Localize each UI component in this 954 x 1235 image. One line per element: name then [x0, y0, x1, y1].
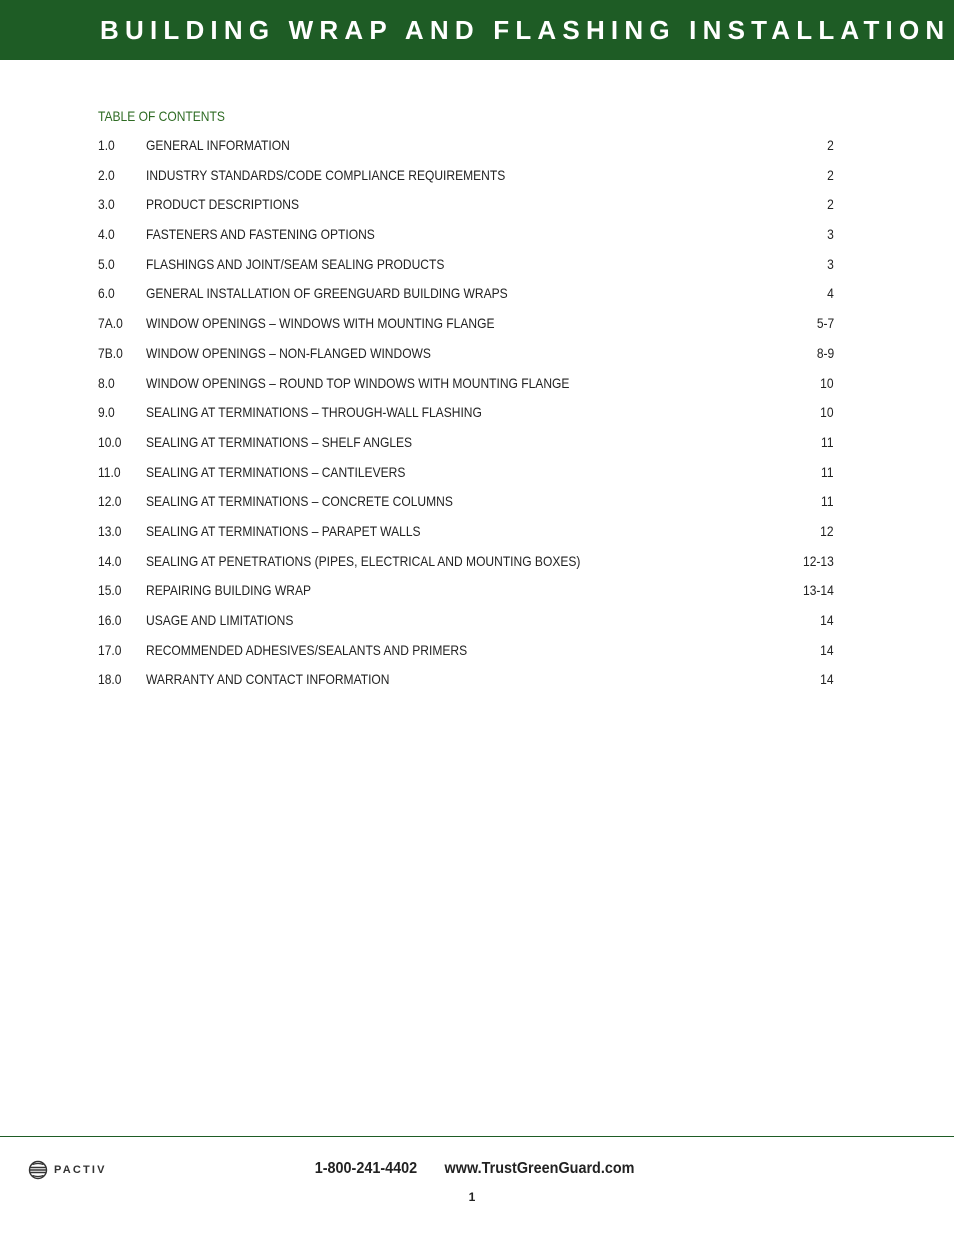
- toc-entry-page: 3: [827, 255, 834, 272]
- toc-entry-number: 15.0: [98, 582, 122, 599]
- pactiv-logo-text: PACTIV: [54, 1164, 107, 1176]
- toc-entry-page: 14: [820, 641, 834, 658]
- toc-entry: [98, 491, 834, 521]
- document-title: BUILDING WRAP AND FLASHING INSTALLATION: [100, 15, 951, 45]
- toc-entry-title: SEALING AT PENETRATIONS (PIPES, ELECTRICAL AND MOUNTING BOXES): [146, 552, 581, 569]
- toc-entry: [98, 313, 834, 343]
- toc-entry: [98, 610, 834, 640]
- toc-entry: [98, 224, 834, 254]
- toc-entry-title: REPAIRING BUILDING WRAP: [146, 582, 312, 599]
- header-band: [0, 0, 954, 60]
- toc-heading: TABLE OF CONTENTS: [98, 108, 225, 124]
- toc-entry: [98, 165, 834, 195]
- toc-entry-title: GENERAL INFORMATION: [146, 137, 290, 153]
- footer-contact: [0, 1159, 954, 1179]
- toc-entry-page: 11: [821, 433, 834, 450]
- toc-entry-title: FASTENERS AND FASTENING OPTIONS: [146, 226, 375, 243]
- toc-entry: [98, 283, 834, 313]
- toc-entry: [98, 580, 834, 610]
- page-number: 1: [468, 1190, 476, 1204]
- toc-entry-number: 3.0: [98, 196, 115, 213]
- toc-entry-title: SEALING AT TERMINATIONS – SHELF ANGLES: [146, 433, 413, 450]
- phone-number: 1-800-241-4402: [314, 1160, 417, 1177]
- toc-entry-page: 5-7: [816, 315, 834, 332]
- toc-entry-title: RECOMMENDED ADHESIVES/SEALANTS AND PRIMERS: [146, 641, 468, 658]
- website-link[interactable]: www.TrustGreenGuard.com: [444, 1160, 635, 1177]
- toc-entry-number: 6.0: [98, 285, 115, 302]
- toc-entry-number: 13.0: [98, 522, 122, 539]
- toc-entry-page: 13-14: [803, 582, 834, 599]
- toc-entry: [98, 521, 834, 551]
- toc-entry-number: 11.0: [98, 463, 121, 480]
- toc-entry-page: 2: [827, 166, 834, 183]
- toc-entry: [98, 640, 834, 670]
- toc-entry-page: 10: [820, 374, 834, 391]
- toc-entry-page: 2: [827, 196, 834, 213]
- toc-entry-page: 2: [827, 137, 834, 153]
- toc-entry-number: 18.0: [98, 671, 122, 688]
- toc-entry-page: 14: [820, 671, 834, 688]
- toc-entry: [98, 462, 834, 492]
- toc-entry-title: GENERAL INSTALLATION OF GREENGUARD BUILDING WRAPS: [146, 285, 508, 302]
- toc-entry-page: 12: [820, 522, 834, 539]
- toc-entry-number: 14.0: [98, 552, 122, 569]
- toc-entry-number: 4.0: [98, 226, 115, 243]
- toc-entry-page: 4: [827, 285, 834, 302]
- toc-entry: [98, 194, 834, 224]
- toc-entry-number: 16.0: [98, 612, 122, 628]
- toc-entry-number: 8.0: [98, 374, 115, 391]
- toc-entry-number: 2.0: [98, 166, 115, 183]
- toc-entry-title: WINDOW OPENINGS – NON-FLANGED WINDOWS: [146, 344, 431, 361]
- toc-entry-title: INDUSTRY STANDARDS/CODE COMPLIANCE REQUIREMENTS: [146, 166, 506, 183]
- toc-entry-title: SEALING AT TERMINATIONS – CONCRETE COLUMNS: [146, 493, 453, 510]
- toc-entry: [98, 373, 834, 403]
- footer-divider: [0, 1136, 954, 1137]
- toc-entry-title: FLASHINGS AND JOINT/SEAM SEALING PRODUCTS: [146, 255, 445, 272]
- toc-entry-title: SEALING AT TERMINATIONS – CANTILEVERS: [146, 463, 406, 480]
- toc-entry-title: USAGE AND LIMITATIONS: [146, 612, 294, 628]
- toc-entry-page: 3: [827, 226, 834, 243]
- toc-entry-title: WARRANTY AND CONTACT INFORMATION: [146, 671, 390, 688]
- toc-list: [98, 135, 834, 699]
- toc-entry-number: 10.0: [98, 433, 122, 450]
- toc-entry-title: WINDOW OPENINGS – WINDOWS WITH MOUNTING FLANGE: [146, 315, 495, 332]
- toc-entry-title: WINDOW OPENINGS – ROUND TOP WINDOWS WITH MOUNTING FLANGE: [146, 374, 570, 391]
- toc-entry-title: PRODUCT DESCRIPTIONS: [146, 196, 299, 213]
- toc-entry-number: 12.0: [98, 493, 122, 510]
- toc-entry: [98, 432, 834, 462]
- toc-entry-page: 12-13: [803, 552, 834, 569]
- toc-entry-number: 7B.0: [98, 344, 123, 361]
- toc-entry: [98, 254, 834, 284]
- toc-entry-number: 17.0: [98, 641, 122, 658]
- toc-entry: [98, 343, 834, 373]
- table-of-contents: [98, 106, 834, 699]
- toc-entry-page: 11: [821, 493, 834, 510]
- toc-entry: [98, 135, 834, 165]
- toc-entry-page: 8-9: [816, 344, 834, 361]
- toc-entry-number: 1.0: [98, 137, 115, 153]
- toc-entry-number: 9.0: [98, 404, 115, 421]
- toc-entry-page: 10: [820, 404, 834, 421]
- toc-entry: [98, 551, 834, 581]
- toc-entry-title: SEALING AT TERMINATIONS – THROUGH-WALL FLASHING: [146, 404, 482, 421]
- toc-entry-number: 5.0: [98, 255, 115, 272]
- toc-entry-number: 7A.0: [98, 315, 123, 332]
- toc-entry-title: SEALING AT TERMINATIONS – PARAPET WALLS: [146, 522, 421, 539]
- toc-entry: [98, 669, 834, 699]
- toc-entry: [98, 402, 834, 432]
- toc-entry-page: 11: [821, 463, 834, 480]
- toc-entry-page: 14: [820, 612, 834, 628]
